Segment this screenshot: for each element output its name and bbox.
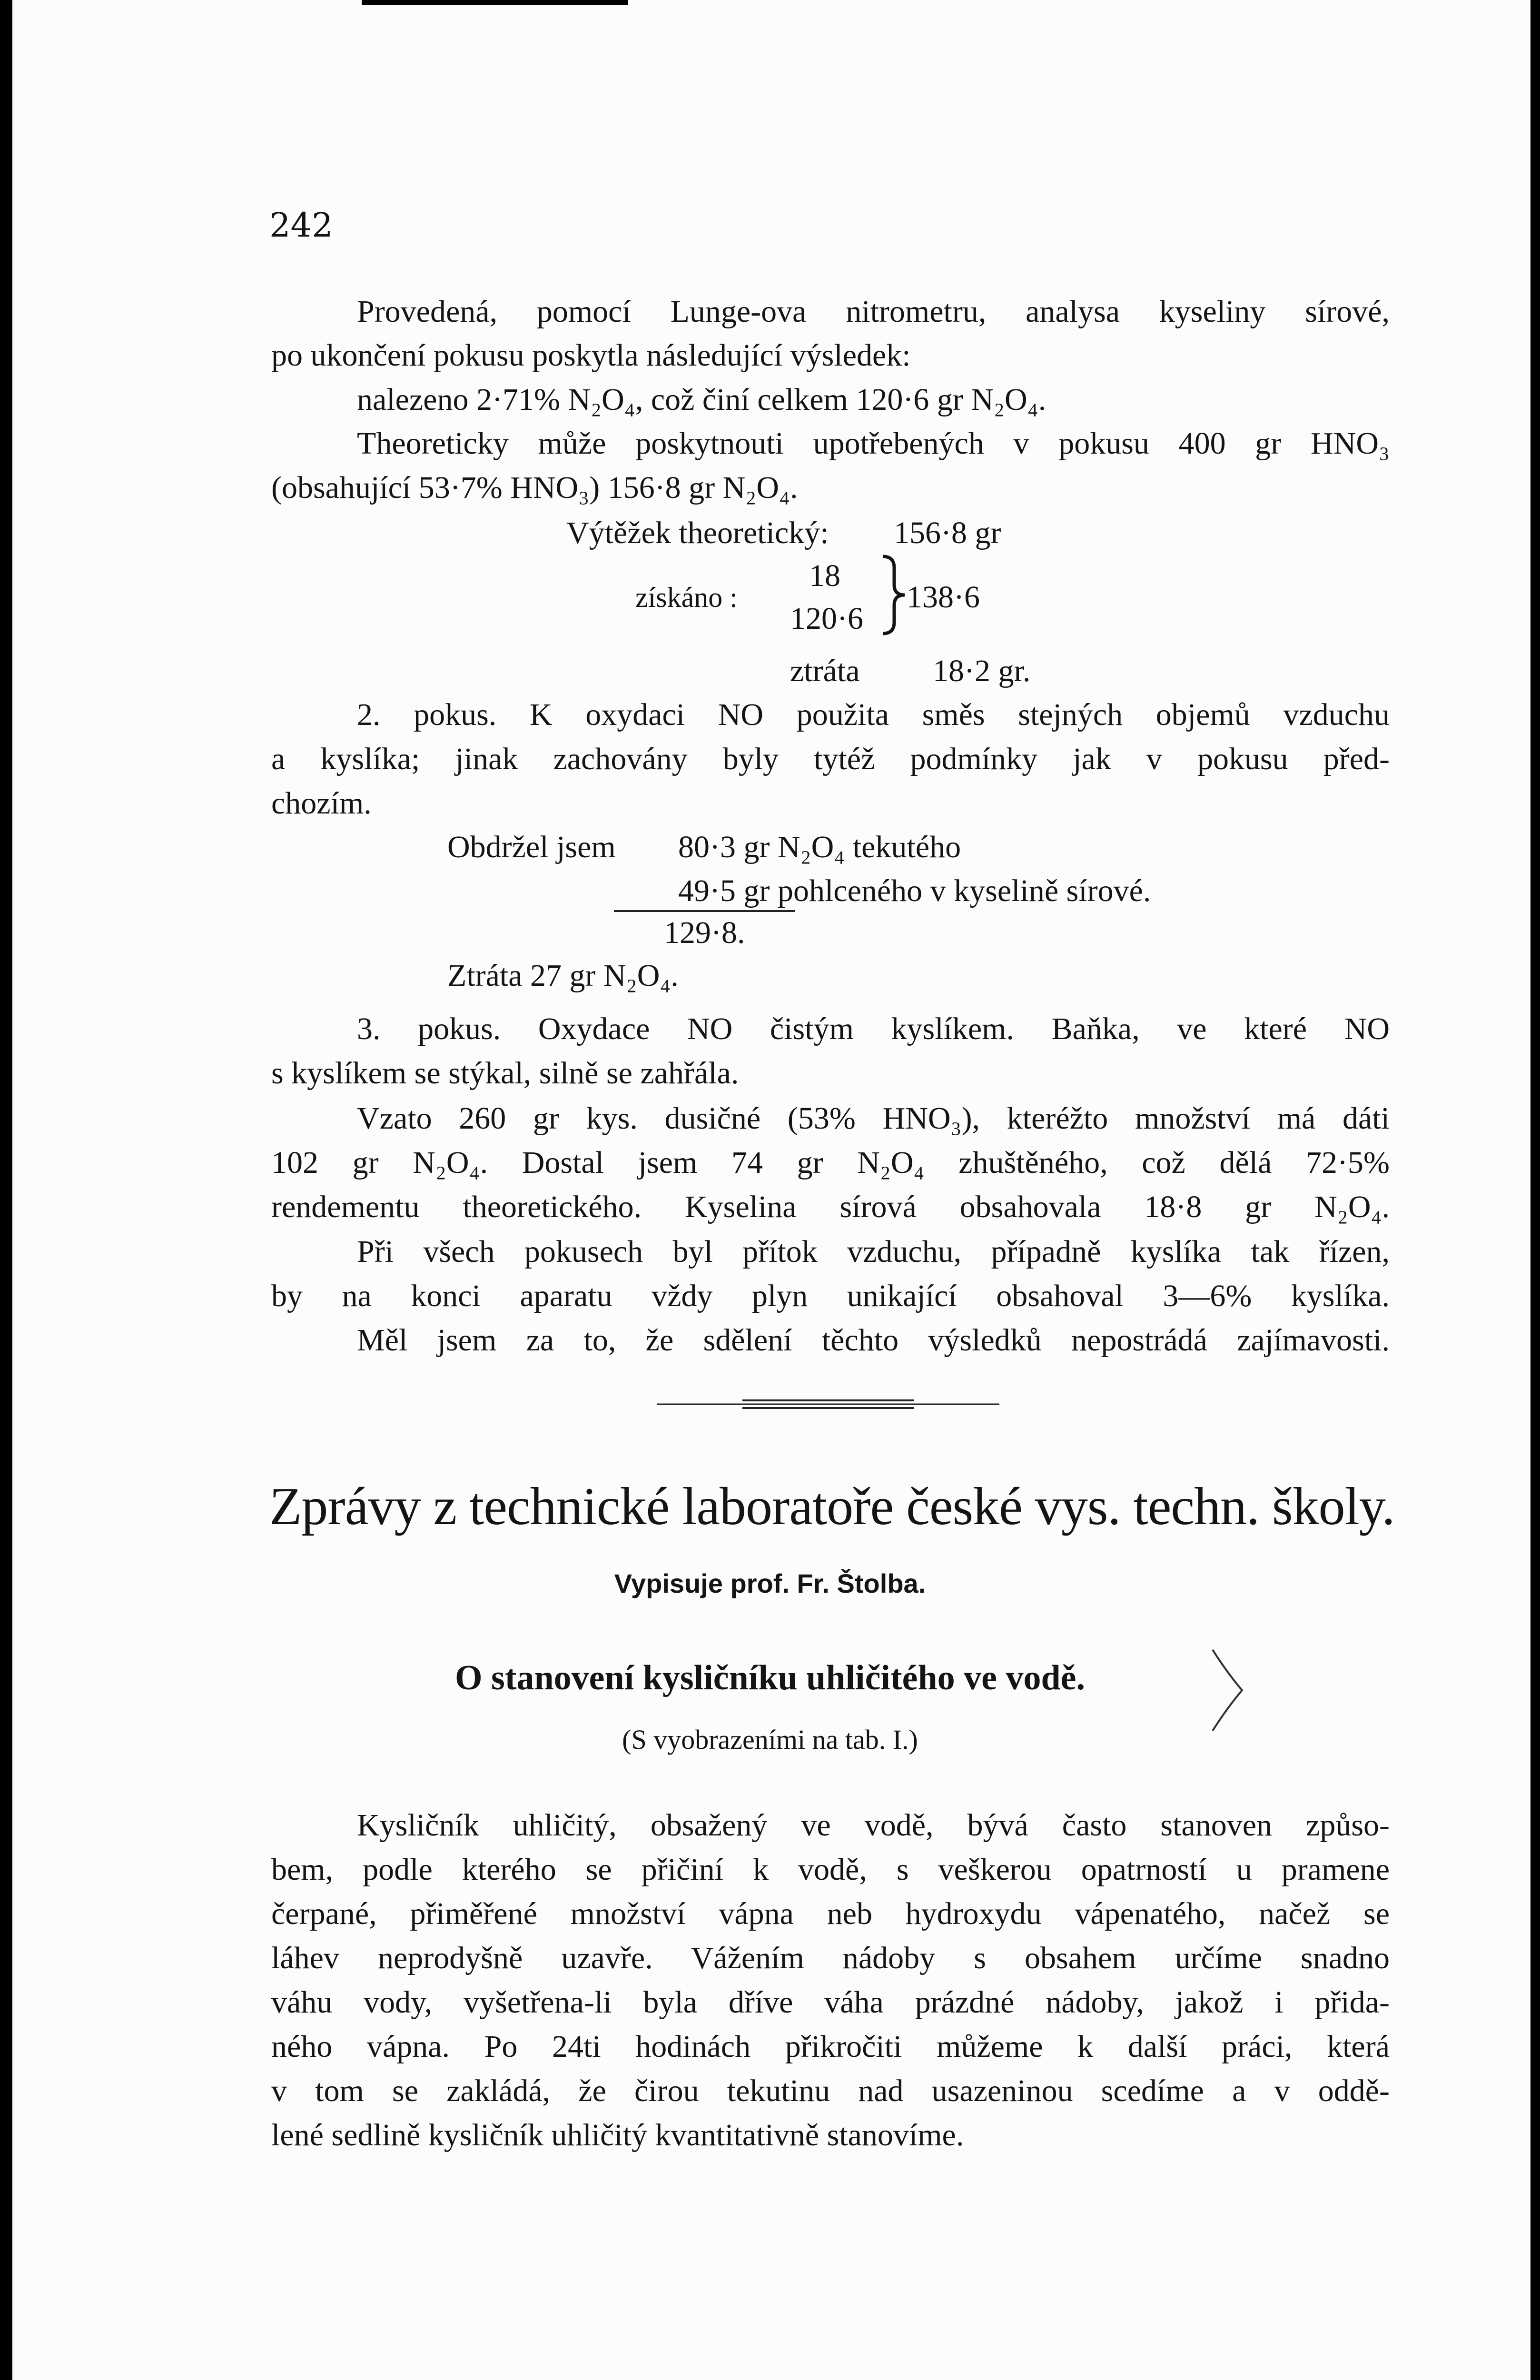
intro-line-1: Provedená, pomocí Lunge-ova nitrometru, analysa kyseliny sírové,	[357, 294, 1390, 329]
page-number: 242	[269, 206, 333, 245]
intro-line-4: Theoreticky může poskytnouti upotřebených v pokusu 400 gr HNO₃	[357, 426, 1390, 461]
ziskano-value-120-6: 120·6	[790, 601, 863, 636]
pokus3-line-2: s kyslíkem se stýkal, silně se zahřála.	[271, 1056, 739, 1091]
intro-line-5: (obsahující 53·7% HNO₃) 156·8 gr N₂O₄.	[271, 470, 798, 505]
obdrzel-value: 80·3 gr N₂O₄ tekutého	[678, 830, 961, 864]
ztrata-value: 18·2 gr.	[933, 654, 1031, 688]
body-line-5: váhu vody, vyšetřena-li byla dříve váha prázdné nádoby, jakož i přida-	[271, 1985, 1390, 2020]
vytezek-label: Výtěžek theoretický:	[566, 516, 829, 550]
obdrzel-label: Obdržel jsem	[447, 830, 616, 864]
body-line-4: láhev neprodyšně uzavře. Vážením nádoby s obsahem určíme snadno	[271, 1941, 1390, 1975]
body-line-3: čerpané, přiměřené množství vápna neb hydroxydu vápenatého, načež se	[271, 1896, 1390, 1931]
body-line-8: lené sedlině kysličník uhličitý kvantitativně stanovíme.	[271, 2118, 964, 2152]
intro-line-2: po ukončení pokusu poskytla následující výsledek:	[271, 338, 911, 373]
section-title: Zprávy z technické laboratoře české vys. techn. školy.	[269, 1477, 1395, 1536]
body-line-1: Kysličník uhličitý, obsažený ve vodě, bývá často stanoven způso-	[357, 1808, 1390, 1843]
pokus2-line-3: chozím.	[271, 786, 372, 821]
article-subnote: (S vyobrazeními na tab. I.)	[622, 1724, 918, 1755]
pokus3-line-1: 3. pokus. Oxydace NO čistým kyslíkem. Baňka, ve které NO	[357, 1012, 1390, 1046]
sum-rule	[614, 910, 795, 912]
scan-border-left	[0, 0, 12, 2380]
pokus2-sum: 129·8.	[664, 915, 745, 950]
pokus3-line-3: Vzato 260 gr kys. dusičné (53% HNO₃), kteréžto množství má dáti	[357, 1101, 1390, 1136]
vytezek-value: 156·8 gr	[894, 516, 1001, 550]
pokus2-line-2: a kyslíka; jinak zachovány byly tytéž podmínky jak v pokusu před-	[271, 742, 1390, 776]
handwritten-bracket-mark	[1209, 1645, 1247, 1735]
ziskano-sum: 138·6	[907, 580, 980, 615]
pohlceneho-line: 49·5 gr pohlceného v kyselině sírové.	[678, 873, 1151, 908]
body-line-6: ného vápna. Po 24ti hodinách přikročiti můžeme k další práci, která	[271, 2029, 1390, 2064]
pokus3-line-7: by na konci aparatu vždy plyn unikající obsahoval 3—6% kyslíka.	[271, 1279, 1390, 1313]
pokus3-line-8: Měl jsem za to, že sdělení těchto výsledků nepostrádá zajímavosti.	[357, 1323, 1390, 1358]
scan-border-top	[362, 0, 628, 5]
section-divider-ornament	[657, 1395, 999, 1414]
pokus2-ztrata: Ztráta 27 gr N₂O₄.	[447, 958, 679, 993]
pokus3-line-5: rendementu theoretického. Kyselina sírová obsahovala 18·8 gr N₂O₄.	[271, 1190, 1390, 1224]
scan-border-right	[1530, 0, 1540, 2380]
body-line-7: v tom se zakládá, že čirou tekutinu nad usazeninou scedíme a v oddě-	[271, 2073, 1390, 2108]
ztrata-label: ztráta	[790, 654, 860, 688]
ziskano-label: získáno :	[635, 582, 738, 613]
pokus3-line-6: Při všech pokusech byl přítok vzduchu, případně kyslíka tak řízen,	[357, 1234, 1390, 1269]
intro-line-3: nalezeno 2·71% N₂O₄, což činí celkem 120·6 gr N₂O₄.	[357, 382, 1046, 417]
pokus2-line-1: 2. pokus. K oxydaci NO použita směs stejných objemů vzduchu	[357, 697, 1390, 732]
body-line-2: bem, podle kterého se přičiní k vodě, s veškerou opatrností u pramene	[271, 1852, 1390, 1887]
pokus3-line-4: 102 gr N₂O₄. Dostal jsem 74 gr N₂O₄ zhuštěného, což dělá 72·5%	[271, 1145, 1390, 1180]
ziskano-value-18: 18	[809, 558, 840, 593]
article-heading: O stanovení kysličníku uhličitého ve vodě.	[455, 1658, 1085, 1697]
section-byline: Vypisuje prof. Fr. Štolba.	[614, 1568, 926, 1598]
